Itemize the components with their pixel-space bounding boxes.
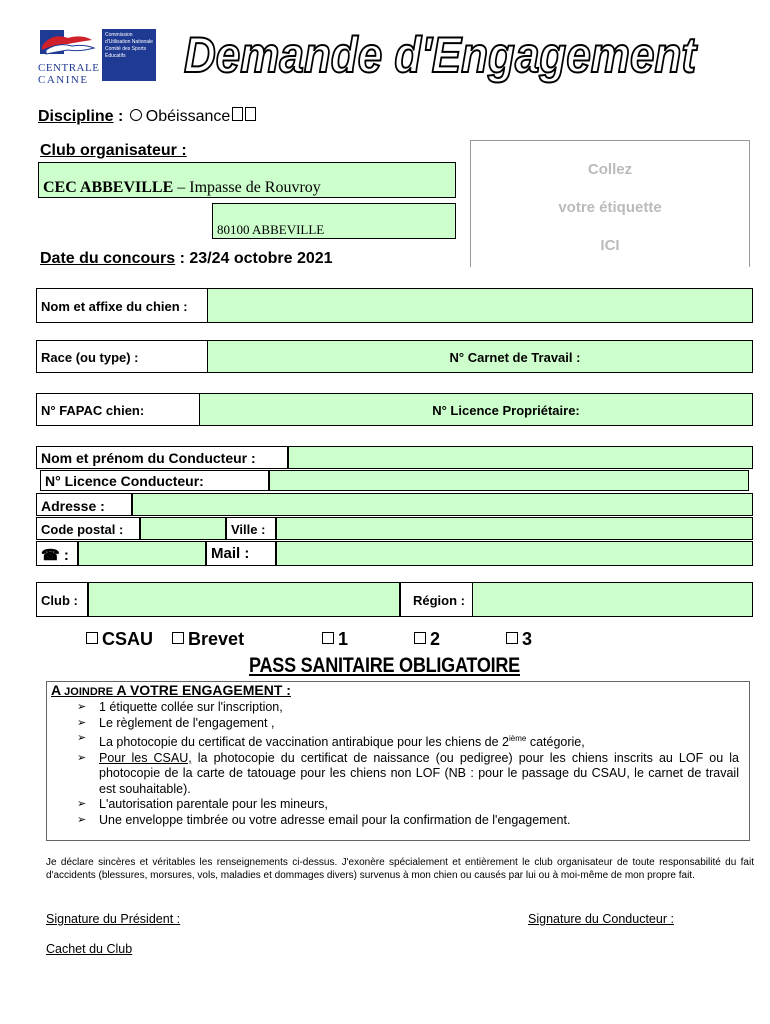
list-item: ➢ Une enveloppe timbrée ou votre adresse email pour la confirmation de l'engagement. (47, 813, 739, 829)
checkbox-icon (322, 632, 334, 644)
mail-input[interactable] (276, 541, 753, 566)
dog-logo-icon (38, 28, 98, 58)
list-item: ➢ L'autorisation parentale pour les mineurs, (47, 797, 739, 813)
club-org-city-field[interactable] (212, 203, 456, 239)
fapac-label: N° FAPAC chien: (36, 393, 200, 426)
title-text: Demande d'Engagement (184, 27, 699, 83)
checkbox-icon (172, 632, 184, 644)
level-3-checkbox[interactable] (506, 629, 532, 650)
csau-label: CSAU (102, 629, 154, 649)
club-org-city: 80100 ABBEVILLE (217, 222, 325, 237)
attachments-box (46, 681, 750, 841)
empty-box-icon (245, 107, 256, 121)
club-org-name-field[interactable] (38, 162, 456, 198)
attachments-list (47, 700, 739, 828)
phone-label (36, 541, 78, 566)
handler-license-label: N° Licence Conducteur: (40, 470, 269, 491)
level-1-checkbox[interactable] (322, 629, 348, 650)
work-book-input[interactable] (207, 340, 753, 373)
radio-icon[interactable] (130, 109, 142, 121)
president-signature-label: Signature du Président : (46, 912, 181, 926)
phone-input[interactable] (78, 541, 206, 566)
club-org-label: Club organisateur : (40, 142, 187, 159)
commission-logo-box (102, 29, 156, 81)
level-2-checkbox[interactable] (414, 629, 440, 650)
region-input[interactable] (472, 582, 753, 617)
sticker-line-2: votre étiquette (558, 199, 662, 216)
levels-row (86, 629, 244, 650)
city-input[interactable] (276, 517, 753, 540)
list-item: ➢ La photocopie du certificat de vaccination antirabique pour les chiens de 2ième catégorie, (47, 731, 739, 751)
sticker-box (470, 140, 750, 267)
declaration-text: Je déclare sincères et véritables les renseignements ci-dessus. J'exonère spécialement et entièrement le club organisateur de toute responsabilité du fait d'accidents (blessures, morsures, vols, maladies et dommages divers) survenus à mon chien ou causés par lui ou à moi-même de mon propre fait. (46, 857, 754, 881)
sticker-line-3: ICI (600, 237, 620, 254)
pass-sanitaire-text: PASS SANITAIRE OBLIGATOIRE (249, 654, 521, 677)
csau-checkbox[interactable] (86, 629, 153, 649)
logo-text-1: CENTRALE (38, 62, 100, 74)
handler-name-input[interactable] (288, 446, 753, 469)
discipline-row (38, 107, 256, 126)
postal-code-label: Code postal : (36, 517, 140, 540)
level-2-label: 2 (430, 629, 441, 649)
level-1-label: 1 (338, 629, 349, 649)
checkbox-icon (86, 632, 98, 644)
attachments-title: A JOINDRE A VOTRE ENGAGEMENT : (51, 682, 291, 698)
breed-label: Race (ou type) : (36, 340, 208, 373)
brevet-label: Brevet (188, 629, 245, 649)
level-3-label: 3 (522, 629, 533, 649)
list-item: ➢ 1 étiquette collée sur l'inscription, (47, 700, 739, 716)
club-input[interactable] (88, 582, 400, 617)
region-label: Région : (400, 582, 474, 617)
centrale-canine-logo (38, 28, 100, 86)
mail-label: Mail : (206, 541, 276, 566)
commission-logo-text: Commission d'Utilisation Nationale Comité des Sports Éducatifs (105, 32, 153, 59)
club-org-name: CEC ABBEVILLE (43, 179, 174, 196)
club-label: Club : (36, 582, 88, 617)
handler-license-input[interactable] (269, 470, 749, 491)
phone-icon: ☎ (41, 547, 60, 564)
brevet-checkbox[interactable] (172, 629, 244, 649)
date-value: : 23/24 octobre 2021 (175, 250, 333, 267)
city-label: Ville : (226, 517, 276, 540)
postal-code-input[interactable] (140, 517, 226, 540)
owner-license-label: N° Licence Propriétaire: (432, 403, 580, 418)
pass-sanitaire-title (0, 654, 770, 678)
address-label: Adresse : (36, 493, 132, 516)
owner-license-input[interactable] (199, 393, 753, 426)
logo-text-2: CANINE (38, 74, 89, 86)
discipline-label: Discipline (38, 108, 114, 125)
list-item: ➢ Pour les CSAU, la photocopie du certificat de naissance (ou pedigree) pour les chiens inscrits au LOF ou la photocopie de la carte de tatouage pour les chiens non LOF (NB : pour le passage du CSAU, le carnet de travail est souhaitable). (47, 751, 739, 798)
dog-name-input[interactable] (207, 288, 753, 323)
club-stamp-label: Cachet du Club (46, 942, 133, 956)
date-label: Date du concours (40, 250, 176, 267)
page-title (182, 18, 702, 84)
handler-signature-label: Signature du Conducteur : (528, 912, 674, 926)
club-org-address: – Impasse de Rouvroy (173, 179, 321, 196)
date-row (40, 250, 333, 268)
work-book-label: N° Carnet de Travail : (449, 350, 581, 365)
discipline-sep: : (113, 108, 128, 125)
dog-name-label: Nom et affixe du chien : (36, 288, 208, 323)
sticker-line-1: Collez (587, 161, 633, 178)
address-input[interactable] (132, 493, 753, 516)
list-item: ➢ Le règlement de l'engagement , (47, 716, 739, 732)
handler-name-label: Nom et prénom du Conducteur : (36, 446, 288, 469)
checkbox-icon (414, 632, 426, 644)
phone-colon: : (63, 547, 69, 564)
discipline-value: Obéissance (145, 108, 231, 125)
checkbox-icon (506, 632, 518, 644)
empty-box-icon (232, 107, 243, 121)
